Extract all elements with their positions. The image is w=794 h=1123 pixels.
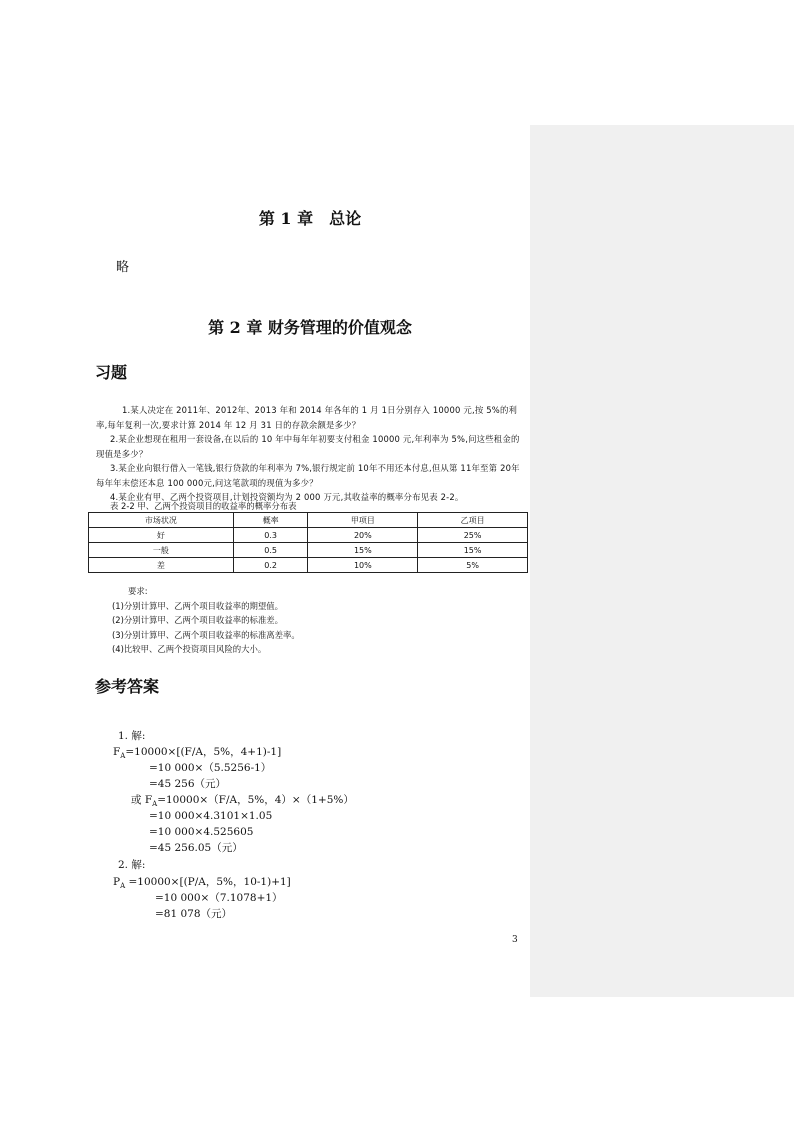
fa-subscript: A (152, 800, 158, 809)
table-cell: 20% (308, 528, 418, 543)
table-cell: 0.3 (233, 528, 308, 543)
page-number: 3 (512, 935, 518, 945)
header-probability: 概率 (233, 513, 308, 528)
pa-subscript: A (120, 882, 126, 891)
requirement-4: (4)比较甲、乙两个投资项目风险的大小。 (112, 644, 267, 654)
table-row (89, 528, 528, 543)
table-cell: 10% (308, 558, 418, 573)
requirement-1: (1)分别计算甲、乙两个项目收益率的期望值。 (112, 600, 283, 611)
requirement-2: (2)分别计算甲、乙两个项目收益率的标准差。 (112, 615, 283, 625)
table-cell: 15% (418, 543, 528, 558)
exercises-heading: 习题 (95, 363, 128, 382)
formula-text: =10000×（F/A，5%，4）×（1+5%） (157, 794, 354, 806)
table-row (89, 558, 528, 573)
problem-1: 1.某人决定在 2011年、2012年、2013 年和 2014 年各年的 1 月 1日分别存入 10000 元,按 5%的利率,每年复利一次,要求计算 2014 年 12 月 31 日的存款余额是多少？ (96, 405, 518, 430)
fa-symbol: 或 F (131, 794, 153, 806)
header-project-b: 乙项目 (418, 513, 528, 528)
problem-3: 3.某企业向银行借入一笔钱,银行贷款的年利率为 7%,银行规定前 10年不用还本付息,但从第 11年至第 20年每年年末偿还本息 100 000元,问这笔款项的现值为多少？ (96, 463, 520, 488)
fa-symbol: F (113, 746, 121, 758)
probability-table (88, 512, 528, 573)
problem-list (96, 403, 528, 505)
answer1-line2: =10 000×（5.5256-1） (149, 762, 272, 774)
answer1-line3: =45 256（元） (149, 778, 227, 790)
comment-pane (530, 125, 794, 997)
answer1-line6: =10 000×4.525605 (149, 826, 254, 838)
table-cell: 25% (418, 528, 528, 543)
chapter2-title: 第 2 章 财务管理的价值观念 (208, 318, 412, 337)
answer2-label: 2. 解: (118, 859, 146, 871)
table-cell: 0.2 (233, 558, 308, 573)
formula-text: =10000×[(P/A，5%，10-1)+1] (125, 876, 291, 888)
table-cell: 好 (89, 528, 234, 543)
problem-4: 4.某企业有甲、乙两个投资项目,计划投资额均为 2 000 万元,其收益率的概率分布见表 2-2。 (110, 492, 464, 502)
requirement-3: (3)分别计算甲、乙两个项目收益率的标准离差率。 (112, 629, 300, 640)
answer1-line5: =10 000×4.3101×1.05 (149, 810, 273, 822)
answers-heading: 参考答案 (95, 677, 160, 696)
answer2-line3: =81 078（元） (155, 908, 233, 920)
table-cell: 0.5 (233, 543, 308, 558)
header-project-a: 甲项目 (308, 513, 418, 528)
chapter1-title: 第 1 章 总论 (258, 209, 362, 228)
formula-text: =10000×[(F/A，5%，4+1)-1] (125, 746, 282, 758)
table-caption: 表 2-2 甲、乙两个投资项目的收益率的概率分布表 (110, 501, 297, 511)
table-header-row (89, 513, 528, 528)
requirements (112, 584, 300, 657)
requirement-label: 要求: (128, 586, 148, 596)
table-row (89, 543, 528, 558)
header-market: 市场状况 (89, 513, 234, 528)
pa-symbol: P (113, 876, 121, 888)
table-cell: 差 (89, 558, 234, 573)
table-cell: 15% (308, 543, 418, 558)
answer1-line7: =45 256.05（元） (149, 842, 243, 854)
fa-subscript: A (120, 752, 126, 761)
answer2-line2: =10 000×（7.1078+1） (155, 892, 283, 904)
answer1-label: 1. 解: (118, 730, 146, 742)
chapter1-body: 略 (116, 260, 130, 275)
problem-2: 2.某企业想现在租用一套设备,在以后的 10 年中每年年初要支付租金 10000 元,年利率为 5%,问这些租金的现值是多少？ (96, 434, 520, 459)
table-cell: 5% (418, 558, 528, 573)
table-cell: 一般 (89, 543, 234, 558)
